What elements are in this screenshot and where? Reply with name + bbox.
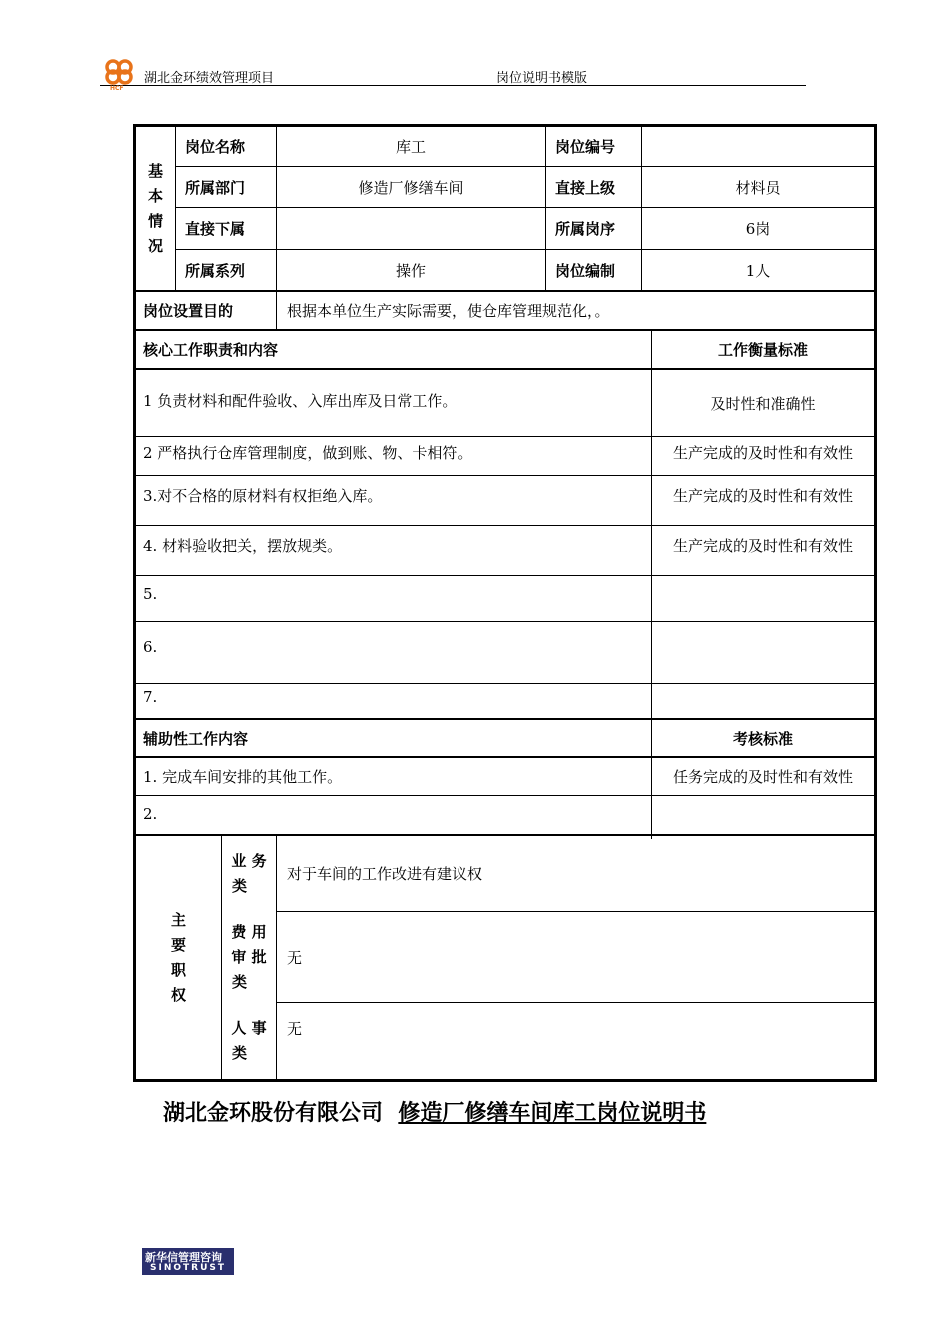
value-supervisor: 材料员 bbox=[735, 178, 781, 197]
core-std-4: 生产完成的及时性和有效性 bbox=[672, 537, 853, 555]
title-company: 湖北金环股份有限公司 bbox=[163, 1101, 384, 1126]
value-subordinates bbox=[277, 208, 545, 249]
label-headcount: 岗位编制 bbox=[555, 261, 616, 280]
label-job-code: 岗位编号 bbox=[555, 138, 616, 156]
core-std-7 bbox=[652, 684, 874, 718]
value-job-code bbox=[642, 127, 874, 166]
core-row-7: 7. bbox=[143, 688, 158, 706]
header-template: 岗位说明书模版 bbox=[496, 71, 588, 86]
core-row-4: 4. 材料验收把关，摆放规类。 bbox=[143, 537, 343, 555]
core-row-1: 1 负责材料和配件验收、入库出库及日常工作。 bbox=[143, 392, 458, 410]
logo-en: SINOTRUST bbox=[150, 1263, 227, 1273]
label-job-grade: 所属岗序 bbox=[555, 220, 616, 238]
authority-label-expense: 费 用 审 批 类 bbox=[231, 922, 267, 991]
aux-std-1: 任务完成的及时性和有效性 bbox=[672, 768, 853, 786]
aux-header: 辅助性工作内容 bbox=[143, 729, 249, 748]
authority-section-label: 主 要 职 权 bbox=[170, 910, 186, 1004]
core-std-2: 生产完成的及时性和有效性 bbox=[672, 444, 853, 462]
value-headcount: 1人 bbox=[745, 261, 771, 280]
aux-row-2: 2. bbox=[143, 805, 158, 823]
core-row-2: 2 严格执行仓库管理制度，做到账、物、卡相符。 bbox=[143, 444, 473, 462]
label-series: 所属系列 bbox=[185, 261, 246, 280]
authority-value-expense: 无 bbox=[287, 948, 303, 967]
svg-text:HCF: HCF bbox=[110, 85, 124, 91]
value-department: 修造厂修缮车间 bbox=[358, 178, 464, 197]
core-header: 核心工作职责和内容 bbox=[143, 341, 279, 359]
core-row-6: 6. bbox=[143, 638, 158, 656]
aux-row-1: 1. 完成车间安排的其他工作。 bbox=[143, 768, 343, 786]
authority-label-business: 业 务 类 bbox=[231, 851, 267, 895]
label-department: 所属部门 bbox=[185, 178, 246, 197]
hcf-logo-icon bbox=[100, 55, 140, 91]
authority-value-business: 对于车间的工作改进有建议权 bbox=[287, 865, 483, 883]
core-std-header: 工作衡量标准 bbox=[717, 341, 808, 359]
value-series: 操作 bbox=[395, 261, 426, 280]
core-std-1: 及时性和准确性 bbox=[710, 394, 816, 413]
core-std-3: 生产完成的及时性和有效性 bbox=[672, 487, 853, 505]
label-subordinates: 直接下属 bbox=[185, 220, 246, 238]
core-std-5 bbox=[652, 576, 874, 621]
aux-std-header: 考核标准 bbox=[732, 729, 793, 748]
value-purpose: 根据本单位生产实际需要，使仓库管理规范化，。 bbox=[287, 302, 610, 320]
header-project: 湖北金环绩效管理项目 bbox=[144, 71, 275, 86]
sinotrust-logo bbox=[142, 1248, 234, 1275]
label-job-name: 岗位名称 bbox=[185, 138, 246, 156]
core-std-6 bbox=[652, 622, 874, 683]
value-job-grade: 6岗 bbox=[745, 220, 771, 238]
label-purpose: 岗位设置目的 bbox=[143, 302, 234, 320]
page-header bbox=[100, 55, 806, 91]
core-row-5: 5. bbox=[143, 585, 158, 603]
logo-cn: 新华信管理咨询 bbox=[145, 1251, 222, 1264]
document-title bbox=[163, 1096, 706, 1127]
authority-label-personnel: 人 事 类 bbox=[231, 1019, 267, 1062]
aux-std-2 bbox=[652, 796, 874, 832]
value-job-name: 库工 bbox=[395, 138, 426, 156]
title-document: 修造厂修缮车间库工岗位说明书 bbox=[398, 1101, 707, 1126]
basic-section-label: 基 本 情 况 bbox=[147, 161, 163, 255]
core-row-3: 3.对不合格的原材料有权拒绝入库。 bbox=[143, 487, 383, 505]
label-supervisor: 直接上级 bbox=[555, 178, 616, 197]
authority-value-personnel: 无 bbox=[287, 1019, 303, 1038]
job-description-table bbox=[133, 124, 881, 1086]
